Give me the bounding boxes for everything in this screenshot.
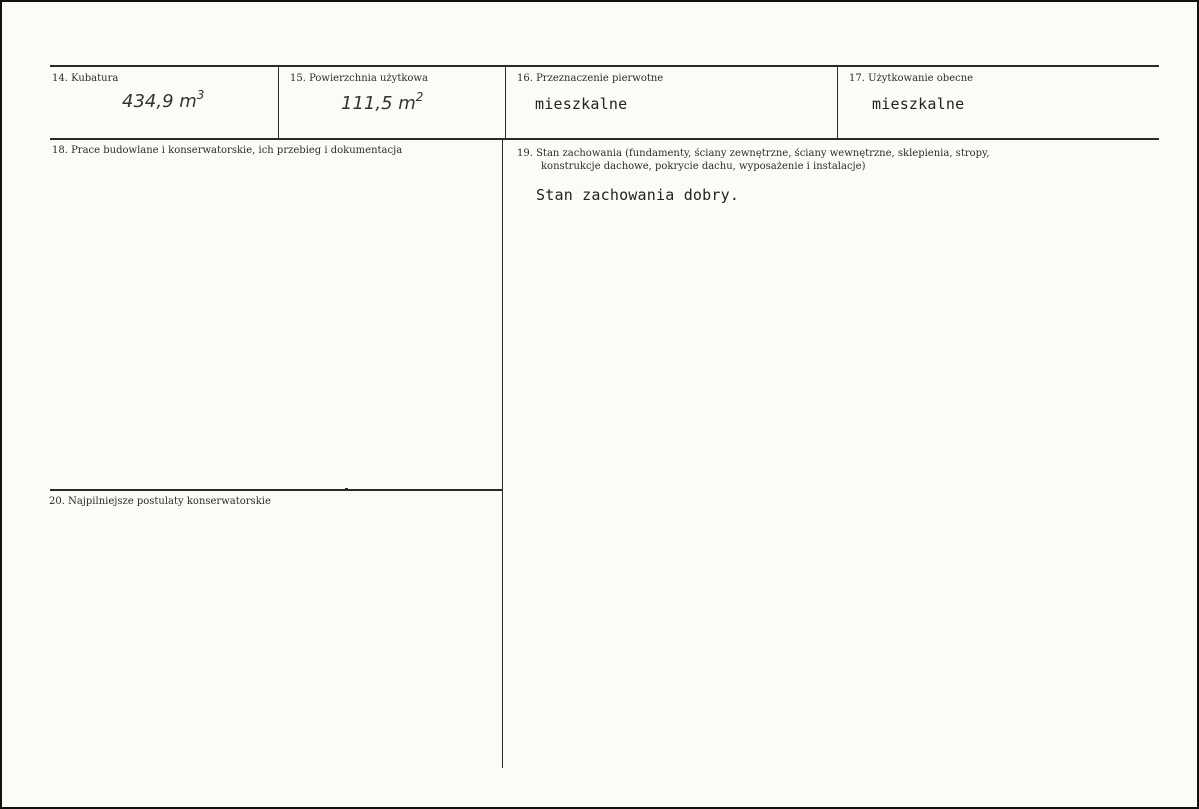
field-16-label: 16. Przeznaczenie pierwotne xyxy=(517,73,664,84)
field-19-value: Stan zachowania dobry. xyxy=(536,186,740,204)
divider-main-vertical xyxy=(502,140,503,768)
rule-tick xyxy=(345,488,348,491)
field-20-label: 20. Najpilniejsze postulaty konserwatorskie xyxy=(49,496,271,507)
divider-15-16 xyxy=(505,66,506,139)
field-14-value xyxy=(122,88,204,112)
field-14-label: 14. Kubatura xyxy=(52,73,119,84)
top-rule xyxy=(50,65,1159,67)
field-14-value-text: 434,9 m xyxy=(122,91,197,112)
field-15-label: 15. Powierzchnia użytkowa xyxy=(290,73,428,84)
divider-16-17 xyxy=(837,66,838,139)
row-divider xyxy=(50,138,1159,140)
field-16-value: mieszkalne xyxy=(535,95,628,113)
field-15-unit-exponent: 2 xyxy=(415,90,424,104)
field-18-label: 18. Prace budowlane i konserwatorskie, ich przebieg i dokumentacja xyxy=(52,145,403,156)
field-19-label-line2: konstrukcje dachowe, pokrycie dachu, wyposażenie i instalacje) xyxy=(541,161,866,172)
field-14-unit-exponent: 3 xyxy=(196,88,205,102)
divider-14-15 xyxy=(278,66,279,139)
field20-rule xyxy=(50,489,502,491)
field-15-value-text: 111,5 m xyxy=(341,93,416,114)
field-15-value xyxy=(341,90,423,114)
record-card xyxy=(2,2,1197,807)
field-19-label-line1: 19. Stan zachowania (fundamenty, ściany zewnętrzne, ściany wewnętrzne, sklepienia, stropy, xyxy=(517,148,990,159)
field-17-label: 17. Użytkowanie obecne xyxy=(849,73,974,84)
field-17-value: mieszkalne xyxy=(872,95,965,113)
